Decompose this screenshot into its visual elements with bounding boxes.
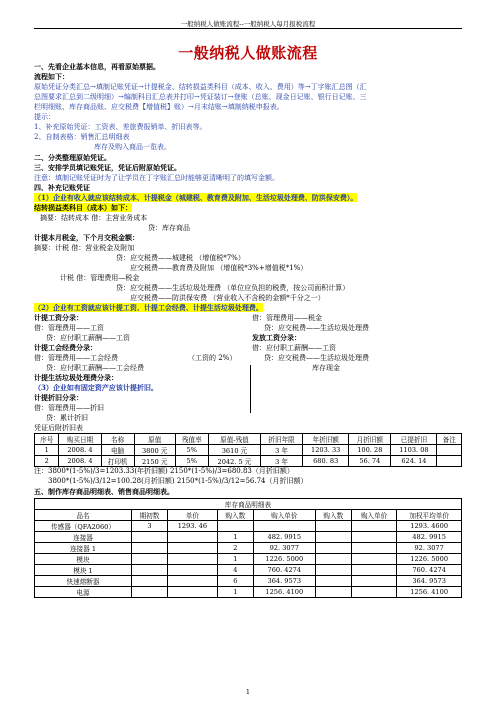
wage-divider	[250, 365, 251, 413]
table-cell: 364. 9573	[253, 576, 315, 587]
table-cell: 连接器	[35, 532, 132, 543]
table-cell	[167, 554, 217, 565]
right-tax-credit: 贷：应交税费——生活垃圾处理费	[264, 324, 369, 332]
table-cell	[315, 521, 351, 532]
flow-label: 流程如下：	[34, 72, 69, 81]
table-cell: 5%	[175, 445, 208, 456]
union-debit: 借：管理费用——工会经费	[34, 354, 118, 362]
table-cell	[132, 543, 168, 554]
table-cell	[217, 521, 253, 532]
section-3-heading: 三、安排学员填记账凭证，凭证后附原始凭证。	[34, 163, 181, 172]
dep-debit: 借：管理费用——折旧	[34, 404, 104, 412]
entry-tax-credit-2: 应交税费——教育费及附加 （增值税*3%+增值税*1%）	[130, 264, 308, 272]
table-cell	[315, 554, 351, 565]
inventory-table-title: 库存商品明细表	[35, 499, 462, 510]
table-cell	[167, 543, 217, 554]
table-cell: 56. 74	[349, 456, 391, 467]
col-header: 折旧年限	[261, 434, 303, 445]
table-header-row	[35, 510, 462, 521]
table-row	[35, 587, 462, 598]
sub-1b-text: 结转损益类科目（成本）如下：	[34, 203, 132, 212]
table-cell: 模块 1	[35, 565, 132, 576]
table-cell	[315, 576, 351, 587]
union-heading: 计提工会经费分录：	[34, 343, 97, 352]
col-header: 序号	[35, 434, 59, 445]
table-cell: 92. 3077	[397, 543, 462, 554]
table-cell: 1	[217, 532, 253, 543]
section-3-note: 注意：填制记账凭证时为了让学员在丁字账汇总时能够更清晰明了的填写金额。	[34, 174, 279, 182]
right-tax-debit: 借：管理费用——税金	[252, 314, 322, 322]
table-cell: 1293. 46	[167, 521, 217, 532]
table-cell: 3610 元	[208, 445, 260, 456]
table-cell	[315, 565, 351, 576]
table-cell	[437, 456, 462, 467]
entry-tax2-credit-1: 贷：应交税费——生活垃圾处理费 （单位应负担的税费，按公司面积计算）	[116, 284, 350, 292]
dep-heading: 计提折旧分录：	[34, 393, 83, 402]
table-cell: 1293. 4600	[397, 521, 462, 532]
table-cell: 1226. 5000	[253, 554, 315, 565]
col-header: 已提折旧	[391, 434, 437, 445]
table-cell: 2	[35, 456, 59, 467]
entry-cost-credit: 贷：库存商品	[148, 224, 190, 232]
col-header: 购买日期	[59, 434, 101, 445]
section-5-heading: 五、制作库存商品明细表、销售商品明细表。	[34, 487, 174, 496]
table-cell: 快速熔断器	[35, 576, 132, 587]
table-cell	[351, 521, 397, 532]
sub-1-text: （1）企业有收入就应该结转成本、计提税金（城建税、教育费及附加、生活垃圾处理费、防洪保安费）。	[34, 193, 358, 202]
table-cell	[132, 532, 168, 543]
sub-1b	[34, 203, 132, 213]
table-cell: 4	[217, 565, 253, 576]
table-row	[35, 532, 462, 543]
table-row	[35, 576, 462, 587]
table-cell	[315, 532, 351, 543]
depreciation-table	[34, 433, 462, 467]
col-header: 年折旧额	[303, 434, 349, 445]
table-cell: 6	[217, 576, 253, 587]
table-cell	[132, 587, 168, 598]
table-cell: 电脑	[101, 445, 134, 456]
dep-note-2: 3800*(1-5%)/3/12=100.28(月折旧额) 2150*(1-5%)/3/12=56.74（月折旧额）	[48, 477, 308, 485]
entry-tax2-credit-2: 应交税费——防洪保安费 （营业收入不含税的金额*千分之一）	[130, 294, 325, 302]
wage-heading: 计提工资分录：	[34, 313, 83, 322]
running-header: 一般纳税人做账流程--一般纳税人每月报税流程	[180, 20, 316, 28]
entry-tax-heading: 计提本月税金，下个月交税金额：	[34, 233, 139, 242]
pay-credit-1: 贷：应交税费——生活垃圾处理费	[264, 354, 369, 362]
col-header: 月折旧额	[349, 434, 391, 445]
table-cell: 760. 4274	[397, 565, 462, 576]
table-cell: 1256. 4100	[397, 587, 462, 598]
table-cell: 打印机	[101, 456, 134, 467]
table-cell: 482. 9915	[397, 532, 462, 543]
table-cell	[167, 565, 217, 576]
pay-debit: 借：应付职工薪酬——工资	[252, 344, 336, 352]
col-header: 购入数	[217, 510, 253, 521]
table-cell	[132, 565, 168, 576]
entry-tax2-debit: 计税 借：管理费用—税金	[60, 274, 140, 282]
table-cell: 连接器 1	[35, 543, 132, 554]
sub-2-text: （2）企业有工资就应该计提工资、计提工会经费、计提生活垃圾处理费。	[34, 303, 263, 312]
table-row	[35, 521, 462, 532]
table-cell: 2	[217, 543, 253, 554]
entry-cost-debit: 摘要：结转成本 借：主营业务成本	[40, 214, 148, 222]
inventory-table	[34, 498, 462, 598]
flow-line-2: 总图要求汇总到二级明细）→编制科目汇总表并打印→凭证装订→登账（总账、现金日记账、银行日记账、三	[34, 93, 367, 101]
table-cell	[351, 543, 397, 554]
table-cell	[315, 543, 351, 554]
table-cell	[351, 576, 397, 587]
table-title-row	[35, 499, 462, 510]
table-cell: 2150 元	[134, 456, 175, 467]
col-header: 购入单价	[253, 510, 315, 521]
col-header: 名称	[101, 434, 134, 445]
tip-2: 2、自制表格：销售汇总明细表	[34, 133, 130, 141]
table-cell	[315, 587, 351, 598]
table-header-row	[35, 434, 462, 445]
union-credit: 贷：应付职工薪酬——工会经费	[46, 364, 144, 372]
union-rate: （工资的 2%）	[188, 354, 237, 362]
table-cell	[437, 445, 462, 456]
pay-heading: 发放工资分录：	[252, 333, 301, 342]
page-title: 一般纳税人做账流程	[178, 44, 318, 62]
table-cell	[351, 554, 397, 565]
entry-tax-credit-1: 贷：应交税费——城建税 （增值税*7%）	[116, 254, 245, 262]
table-cell	[132, 576, 168, 587]
table-cell: 364. 9573	[397, 576, 462, 587]
sub-2-heading	[34, 303, 263, 313]
table-cell: 1	[217, 587, 253, 598]
table-cell: 1226. 5000	[397, 554, 462, 565]
section-2-heading: 二、分类整理原始凭证。	[34, 153, 111, 162]
table-cell: 2008. 4	[59, 445, 101, 456]
table-cell: 1203. 33	[303, 445, 349, 456]
table-cell: 2042. 5 元	[208, 456, 260, 467]
wage-credit: 贷：应付职工薪酬——工资	[46, 334, 130, 342]
table-cell	[132, 554, 168, 565]
col-header: 残值率	[175, 434, 208, 445]
col-header: 加权平均单价	[397, 510, 462, 521]
table-cell: 传感器（QFA2060）	[35, 521, 132, 532]
table-cell: 3	[132, 521, 168, 532]
table-cell: 电源	[35, 587, 132, 598]
section-1-heading: 一、先看企业基本信息，再看原始票据。	[34, 62, 160, 71]
table-cell: 模块	[35, 554, 132, 565]
table-cell: 3 年	[261, 445, 303, 456]
table-cell: 3 年	[261, 456, 303, 467]
wage-debit: 借：管理费用——工资	[34, 324, 104, 332]
table-row	[35, 543, 462, 554]
table-cell: 5%	[175, 456, 208, 467]
table-cell: 680. 83	[303, 456, 349, 467]
table-cell: 1103. 08	[391, 445, 437, 456]
table-cell: 100. 28	[349, 445, 391, 456]
pay-credit-2: 库存现金	[312, 364, 340, 372]
flow-line-3: 栏明细账、库存商品账、应交税费【增值税】账）→月末结账→填制纳税申报表。	[34, 103, 284, 111]
table-cell: 3800 元	[134, 445, 175, 456]
table-cell	[167, 587, 217, 598]
tip-label: 提示：	[34, 113, 55, 121]
table-cell	[351, 532, 397, 543]
table-cell: 92. 3077	[253, 543, 315, 554]
section-4-heading: 四、补充记账凭证	[34, 183, 90, 192]
table-cell: 482. 9915	[253, 532, 315, 543]
table-row	[35, 565, 462, 576]
table-cell: 2008. 4	[59, 456, 101, 467]
col-header: 单价	[167, 510, 217, 521]
header-rule	[34, 28, 462, 29]
table-cell: 1	[35, 445, 59, 456]
col-header: 期初数	[132, 510, 168, 521]
page-number: 1	[245, 688, 251, 696]
entry-tax-debit: 摘要：计税 借：营业税金及附加	[34, 244, 135, 252]
table-row	[35, 445, 462, 456]
table-cell	[253, 521, 315, 532]
table-cell: 624. 14	[391, 456, 437, 467]
col-header: 原值-残值	[208, 434, 260, 445]
table-row	[35, 456, 462, 467]
col-header: 备注	[437, 434, 462, 445]
table-cell: 1256. 4100	[253, 587, 315, 598]
col-header: 购入单价	[351, 510, 397, 521]
sub-3-heading: （3）企业如有固定资产应该计提折旧。	[34, 383, 158, 392]
table-cell	[167, 576, 217, 587]
col-header: 原值	[134, 434, 175, 445]
garbage-heading: 计提生活垃圾处理费分录：	[34, 373, 118, 382]
table-cell: 1	[217, 554, 253, 565]
col-header: 品名	[35, 510, 132, 521]
table-cell	[351, 565, 397, 576]
col-header: 购入数	[315, 510, 351, 521]
dep-credit: 贷：累计折旧	[46, 414, 88, 422]
sub-1-heading	[34, 193, 357, 203]
table-cell: 760. 4274	[253, 565, 315, 576]
table-row	[35, 554, 462, 565]
dep-note-1: 注：3800*(1-5%)/3=1203.33(年折旧额) 2150*(1-5%)/3=680.83（月折旧额）	[34, 467, 294, 475]
table-cell	[351, 587, 397, 598]
tip-3: 库存及购入商品一览表。	[94, 143, 171, 151]
flow-line-1: 原始凭证分类汇总→填制记账凭证→计提税金、结转损益类科目（成本、收入、费用）等→丁字账汇总图（汇	[34, 83, 367, 91]
dep-attach: 凭证后附折旧表	[34, 424, 83, 432]
tip-1: 1、补充原始凭证：工资表、差旅费报销单、折旧表等。	[34, 123, 207, 131]
table-cell	[167, 532, 217, 543]
